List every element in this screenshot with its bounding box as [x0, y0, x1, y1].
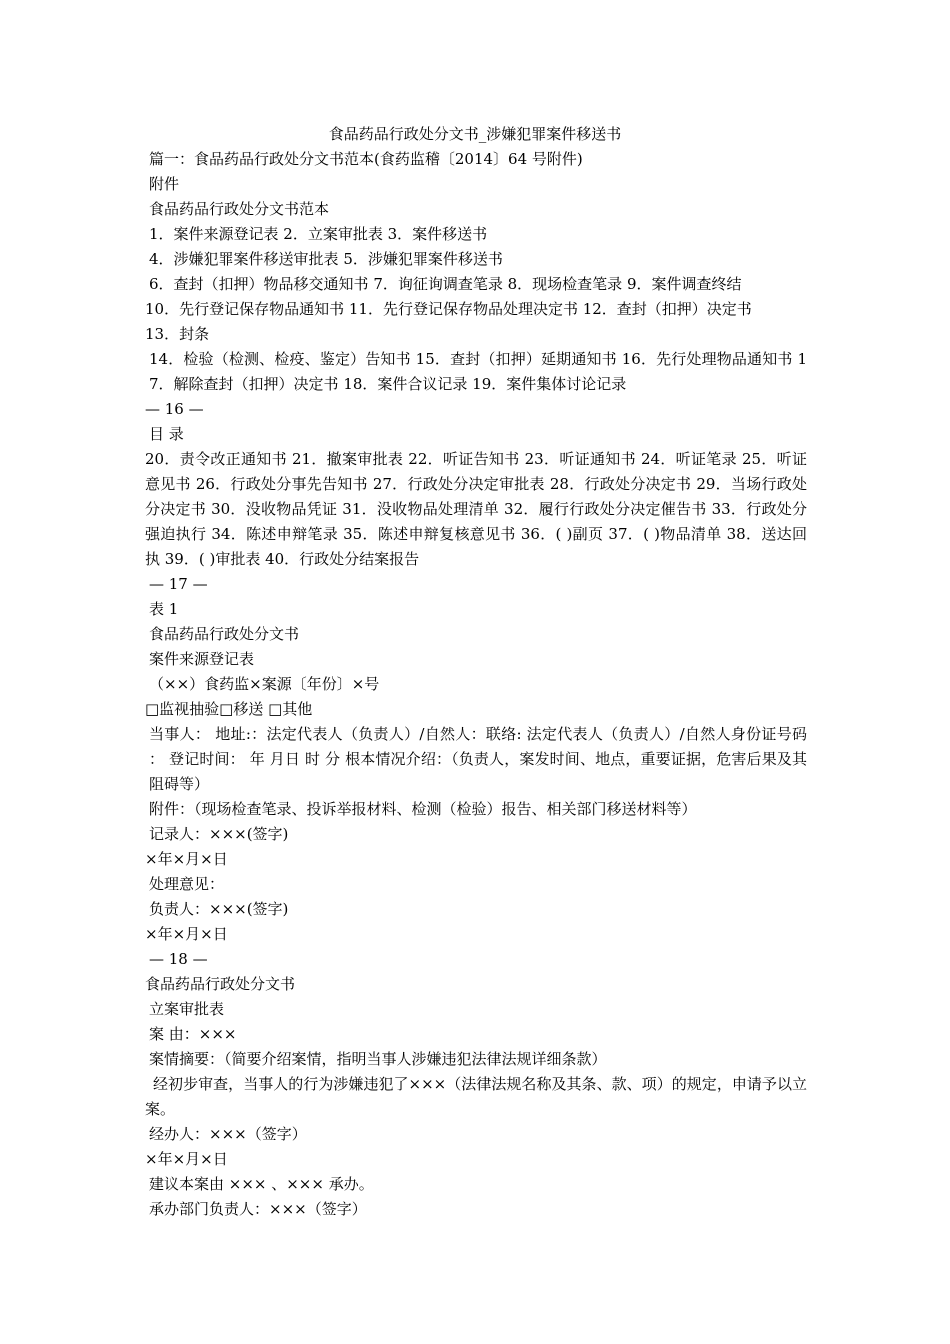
attachment-label: 附件 — [149, 175, 180, 193]
handling-opinion-label: 处理意见： — [149, 875, 225, 893]
form-category: 食品药品行政处分文书 — [149, 625, 300, 643]
list-line: 1．案件来源登记表 2．立案审批表 3．案件移送书 — [149, 225, 488, 243]
form-number: （××）食药监×案源〔年份〕×号 — [149, 675, 380, 693]
case-summary: 案情摘要：（简要介绍案情，指明当事人涉嫌违犯法律法规详细条款） — [149, 1050, 607, 1068]
document-body — [145, 147, 807, 1222]
list-line: 10．先行登记保存物品通知书 11．先行登记保存物品处理决定书 12．查封（扣押）决定书 — [145, 300, 752, 318]
source-options: □监视抽验□移送 □其他 — [145, 700, 313, 718]
list-line: 4．涉嫌犯罪案件移送审批表 5．涉嫌犯罪案件移送书 — [149, 250, 503, 268]
date-line: ×年×月×日 — [145, 1150, 228, 1168]
date-line: ×年×月×日 — [145, 925, 228, 943]
document-title: 食品药品行政处分文书_涉嫌犯罪案件移送书 — [328, 125, 622, 143]
assignment-suggestion: 建议本案由 ××× 、××× 承办。 — [149, 1175, 374, 1193]
form-fields-paragraph: 当事人： 地址:：法定代表人（负责人）/自然人：联络: 法定代表人（负责人）/自然人身份证号码： 登记时间： 年 月日 时 分 根本情况介绍：（负责人，案发时间、地点，重要证据，危害后果及其阻碍等） — [149, 725, 807, 793]
page-number: — 16 — — [145, 400, 204, 418]
template-title: 食品药品行政处分文书范本 — [149, 200, 330, 218]
list-paragraph: 14．检验（检测、检疫、鉴定）告知书 15．查封（扣押）延期通知书 16．先行处理物品通知书 17．解除查封（扣押）决定书 18．案件合议记录 19．案件集体讨论记录 — [149, 350, 807, 393]
list-line: 13．封条 — [145, 325, 210, 343]
review-paragraph: 经初步审查，当事人的行为涉嫌违犯了×××（法律法规名称及其条、款、项）的规定，申请予以立案。 — [145, 1075, 807, 1118]
form-category: 食品药品行政处分文书 — [145, 975, 296, 993]
responsible-signature: 负责人：×××(签字) — [149, 900, 289, 918]
page-number: — 18 — — [149, 950, 208, 968]
handler-signature: 经办人：×××（签字） — [149, 1125, 307, 1143]
list-paragraph: 20．责令改正通知书 21．撤案审批表 22．听证告知书 23．听证通知书 24．听证笔录 25．听证意见书 26．行政处分事先告知书 27．行政处分决定审批表 28．行政处分决定书 29．当场行政处分决定书 30．没收物品凭证 31．没收物品处理清单 32．履行行政处分决定催告书 33．行政处分强迫执行 34．陈述申辩笔录 35．陈述申辩复核意见书 36．( )副页 37．( )物品清单 38．送达回执 39．( )审批表 40．行政处分结案报告 — [145, 450, 807, 568]
form-title: 案件来源登记表 — [149, 650, 255, 668]
page-number: — 17 — — [149, 575, 208, 593]
department-head-signature: 承办部门负责人：×××（签字） — [149, 1200, 367, 1218]
attachment-note: 附件：（现场检查笔录、投诉举报材料、检测（检验）报告、相关部门移送材料等） — [149, 800, 697, 818]
case-cause: 案 由：××× — [149, 1025, 237, 1043]
list-line: 6．查封（扣押）物品移交通知书 7．询征询调查笔录 8．现场检查笔录 9．案件调查终结 — [149, 275, 742, 293]
section-heading: 篇一：食品药品行政处分文书范本(食药监稽〔2014〕64 号附件) — [149, 150, 583, 168]
contents-heading: 目 录 — [149, 425, 184, 443]
recorder-signature: 记录人：×××(签字) — [149, 825, 289, 843]
date-line: ×年×月×日 — [145, 850, 228, 868]
table-label: 表 1 — [149, 600, 179, 618]
form-title: 立案审批表 — [149, 1000, 225, 1018]
